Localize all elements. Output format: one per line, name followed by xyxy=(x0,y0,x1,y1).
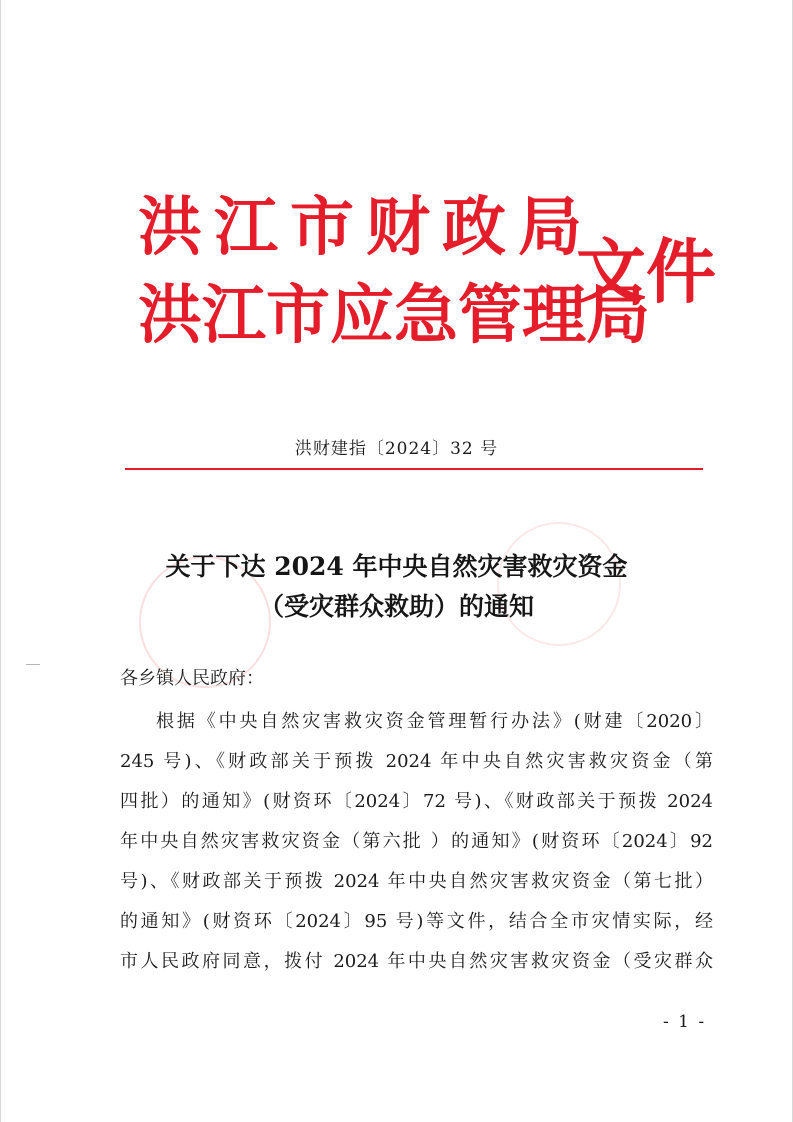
header-separator-rule xyxy=(125,468,703,470)
page-number: - 1 - xyxy=(663,1012,707,1032)
body-line: 根据《中央自然灾害救灾资金管理暂行办法》(财建〔2020〕 xyxy=(156,711,713,732)
document-title-line-1: 关于下达 2024 年中央自然灾害救灾资金 xyxy=(165,552,628,581)
document-header xyxy=(128,170,718,380)
document-number: 洪财建指〔2024〕32 号 xyxy=(294,439,499,459)
issuer-name-1: 洪江市财政局 xyxy=(138,191,594,265)
body-line: 四批）的通知》(财资环〔2024〕72 号)、《财政部关于预拨 2024 xyxy=(120,791,713,812)
margin-mark xyxy=(26,664,40,665)
body-line: 号)、《财政部关于预拨 2024 年中央自然灾害救灾资金（第七批） xyxy=(120,871,713,892)
issuer-name-2: 洪江市应急管理局 xyxy=(138,279,650,353)
document-label: 文件 xyxy=(576,231,716,313)
body-line: 市人民政府同意，拨付 2024 年中央自然灾害救灾资金（受灾群众 xyxy=(120,951,713,972)
body-line: 的通知》(财资环〔2024〕95 号)等文件，结合全市灾情实际，经 xyxy=(120,911,713,932)
document-title-line-2: （受灾群众救助）的通知 xyxy=(258,592,534,621)
salutation: 各乡镇人民政府： xyxy=(120,668,264,689)
body-line: 245 号)、《财政部关于预拨 2024 年中央自然灾害救灾资金（第 xyxy=(120,751,713,772)
body-line: 年中央自然灾害救灾资金（第六批 ）的通知》(财资环〔2024〕92 xyxy=(120,831,713,852)
